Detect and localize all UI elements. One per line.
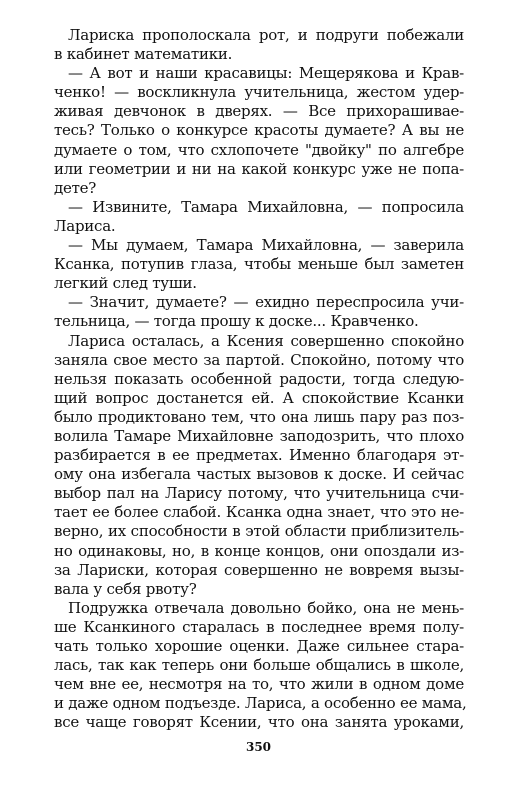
text-line: верно, их способности в этой области приблизитель- (54, 522, 464, 541)
text-line: ченко! — воскликнула учительница, жестом удер- (54, 83, 464, 102)
text-line: Ксанка, потупив глаза, чтобы меньше был заметен (54, 255, 464, 274)
text-line: за Лариски, которая совершенно не вовремя вызы- (54, 560, 464, 579)
text-line: щий вопрос достанется ей. А спокойствие Ксанки (54, 388, 464, 407)
text-line: тает ее более слабой. Ксанка одна знает, что это не- (54, 503, 464, 522)
text-line: волила Тамаре Михайловне заподозрить, что плохо (54, 426, 464, 445)
text-line: все чаще говорят Ксении, что она занята уроками, (54, 713, 464, 732)
text-line: и даже одном подъезде. Лариса, а особенно ее мама, (54, 694, 467, 713)
text-line: было продиктовано тем, что она лишь пару раз поз- (54, 407, 464, 426)
text-line: Лариса. (54, 216, 116, 235)
text-line: легкий след туши. (54, 274, 197, 293)
text-line: — Мы думаем, Тамара Михайловна, — заверила (68, 236, 464, 255)
text-line: чем вне ее, несмотря на то, что жили в одном доме (54, 675, 464, 694)
text-line: дете? (54, 178, 97, 197)
text-line: в кабинет математики. (54, 45, 233, 64)
text-line: — Значит, думаете? — ехидно переспросила учи- (68, 293, 464, 312)
text-line: тесь? Только о конкурсе красоты думаете? А вы не (54, 121, 464, 140)
text-line: Лариска прополоскала рот, и подруги побежали (68, 26, 464, 44)
text-line: вала у себя рвоту? (54, 579, 197, 598)
text-line: заняла свое место за партой. Спокойно, потому что (54, 350, 464, 369)
page-number: 350 (245, 740, 272, 754)
text-line: чать только хорошие оценки. Даже сильнее стара- (54, 637, 464, 655)
text-line: но одинаковы, но, в конце концов, они опоздали из- (54, 541, 464, 560)
book-page-text (54, 26, 467, 732)
text-line: или геометрии и ни на какой конкурс уже не попа- (54, 159, 464, 178)
text-line: разбирается в ее предметах. Именно благодаря эт- (54, 446, 464, 465)
text-line: думаете о том, что схлопочете "двойку" по алгебре (54, 140, 464, 159)
text-line: тельница, — тогда прошу к доске... Кравченко. (54, 312, 419, 331)
text-line: выбор пал на Ларису потому, что учительница счи- (54, 484, 464, 503)
text-line: Подружка отвечала довольно бойко, она не мень- (68, 598, 464, 617)
text-line: — А вот и наши красавицы: Мещерякова и Крав- (68, 64, 464, 83)
text-line: лась, так как теперь они больше общались в школе, (54, 656, 464, 675)
text-line: живая девчонок в дверях. — Все прихорашивае- (54, 102, 464, 121)
text-line: — Извините, Тамара Михайловна, — попросила (68, 197, 464, 216)
text-line: ому она избегала частых вызовов к доске. И сейчас (54, 465, 464, 484)
text-line: Лариса осталась, а Ксения совершенно спокойно (68, 331, 464, 350)
text-line: нельзя показать особенной радости, тогда следую- (54, 369, 464, 388)
text-line: ше Ксанкиного старалась в последнее время полу- (54, 617, 464, 636)
